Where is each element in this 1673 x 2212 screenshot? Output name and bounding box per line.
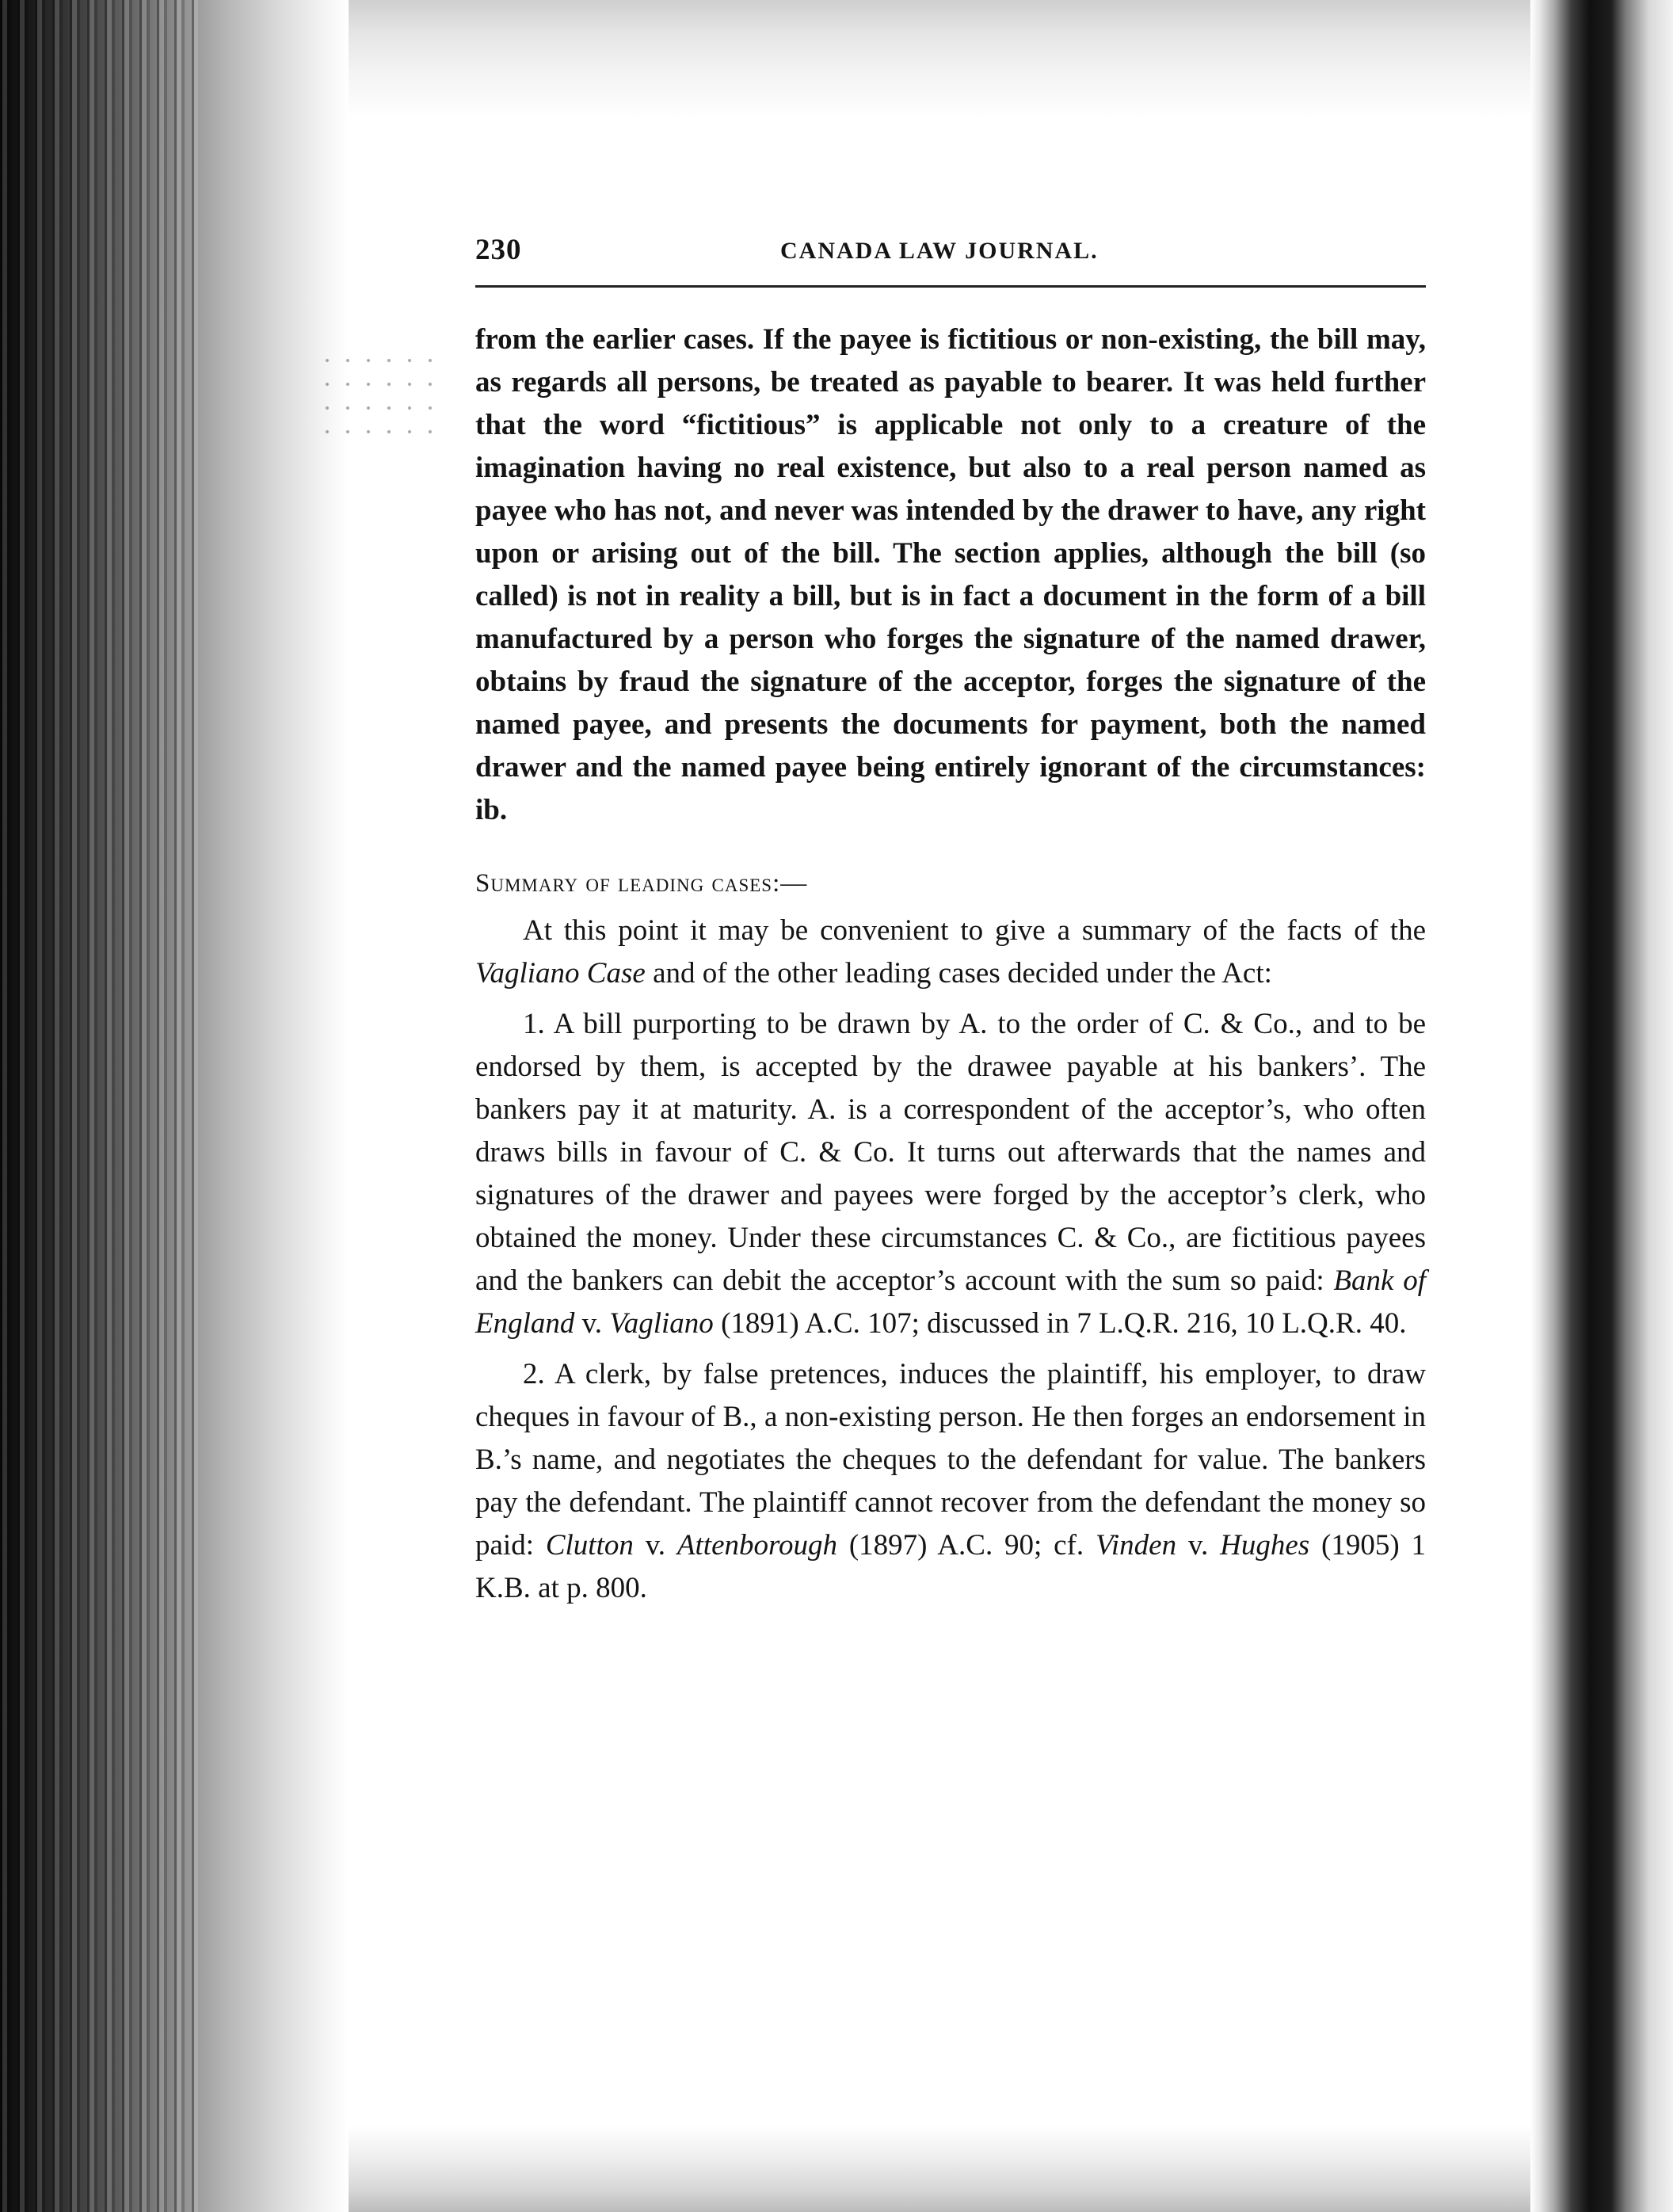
case-party: Hughes: [1220, 1529, 1310, 1562]
citation: (1897) A.C. 90; cf.: [837, 1529, 1096, 1562]
summary-item-1: [475, 1003, 1426, 1345]
binding-scan-streaks: [0, 0, 198, 2212]
scan-speckles: [317, 349, 436, 444]
versus: v.: [1176, 1529, 1221, 1562]
case-party: Vagliano: [609, 1307, 714, 1340]
versus: v.: [574, 1307, 610, 1340]
case-party: Clutton: [545, 1529, 634, 1562]
intro-paragraph: [475, 910, 1426, 995]
header-rule: [475, 285, 1426, 288]
page-edge-shadow-right: [1530, 0, 1673, 2212]
intro-text-before: At this point it may be convenient to give a summary of the facts of the: [523, 914, 1426, 947]
summary-item-2: [475, 1353, 1426, 1610]
section-heading: Summary of leading cases:—: [475, 869, 808, 898]
citation: (1905) 1 K.B. at p. 800.: [475, 1529, 1426, 1604]
page-number: 230: [475, 234, 522, 266]
case-party: Attenborough: [676, 1529, 838, 1562]
citation: (1891) A.C. 107; discussed in 7 L.Q.R. 216, 10 L.Q.R. 40.: [713, 1307, 1407, 1340]
summary-item-1-text: 1. A bill purporting to be drawn by A. to the order of C. & Co., and to be endorsed by them, is accepted by the drawee payable at his bankers’. The bankers pay it at maturity. A. is a correspondent of the acceptor’s, who often draws bills in favour of C. & Co. It turns out afterwards that the names and signatures of the drawer and payees were forged by the acceptor’s clerk, who obtained the money. Under these circumstances C. & Co., are fictitious payees and the bankers can debit the acceptor’s account with the sum so paid:: [475, 1008, 1426, 1297]
versus: v.: [633, 1529, 677, 1562]
continued-paragraph: from the earlier cases. If the payee is fictitious or non-existing, the bill may, as regards all persons, be treated as payable to bearer. It was held further that the word “fictitious” is applicable not only to a creature of the imagination having no real existence, but also to a real person named as payee who has not, and never was intended by the drawer to have, any right upon or arising out of the bill. The section applies, although the bill (so called) is not in reality a bill, but is in fact a document in the form of a bill manufactured by a person who forges the signature of the named drawer, obtains by fraud the signature of the acceptor, forges the signature of the named payee, and presents the documents for payment, both the named drawer and the named payee being entirely ignorant of the circumstances: ib.: [475, 323, 1426, 826]
case-party: Vinden: [1096, 1529, 1177, 1562]
page-body: [475, 318, 1426, 1610]
case-name: Vagliano Case: [475, 957, 646, 990]
intro-text-after: and of the other leading cases decided under the Act:: [645, 957, 1272, 990]
summary-item-2-text: 2. A clerk, by false pretences, induces the plaintiff, his employer, to draw cheques in favour of B., a non-existing person. He then forges an endorsement in B.’s name, and negotiates the cheques to the defendant for value. The bankers pay the defendant. The plaintiff cannot recover from the defendant the money so paid:: [475, 1358, 1426, 1562]
case-party: Bank of England: [475, 1264, 1426, 1340]
journal-title: CANADA LAW JOURNAL.: [780, 238, 1099, 264]
running-head: [475, 233, 1426, 274]
